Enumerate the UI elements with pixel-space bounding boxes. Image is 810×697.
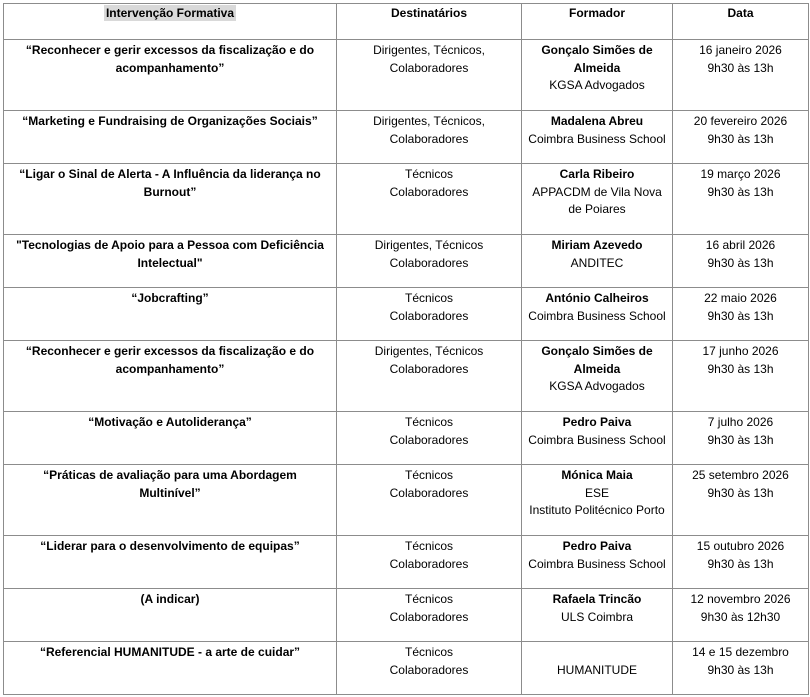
recipients: Dirigentes, Técnicos Colaboradores — [337, 235, 522, 288]
recipients: Técnicos Colaboradores — [337, 465, 522, 536]
course-title: "Tecnologias de Apoio para a Pessoa com Deficiência Intelectual" — [4, 235, 337, 288]
recipients: Técnicos Colaboradores — [337, 164, 522, 235]
table-row — [4, 40, 809, 111]
trainer: Madalena Abreu Coimbra Business School — [522, 111, 673, 164]
table-row — [4, 111, 809, 164]
trainer: Gonçalo Simões de Almeida KGSA Advogados — [522, 341, 673, 412]
course-title: “Liderar para o desenvolvimento de equipas” — [4, 536, 337, 589]
header-intervencao: Intervenção Formativa — [4, 4, 337, 40]
course-title: “Reconhecer e gerir excessos da fiscalização e do acompanhamento” — [4, 341, 337, 412]
session-date: 22 maio 2026 9h30 às 13h — [673, 288, 809, 341]
table-row — [4, 465, 809, 536]
trainer: Miriam Azevedo ANDITEC — [522, 235, 673, 288]
session-date: 19 março 2026 9h30 às 13h — [673, 164, 809, 235]
table-row — [4, 164, 809, 235]
session-date: 25 setembro 2026 9h30 às 13h — [673, 465, 809, 536]
table-row — [4, 235, 809, 288]
recipients: Técnicos Colaboradores — [337, 536, 522, 589]
table-row — [4, 642, 809, 695]
session-date: 12 novembro 2026 9h30 às 12h30 — [673, 589, 809, 642]
session-date: 15 outubro 2026 9h30 às 13h — [673, 536, 809, 589]
session-date: 20 fevereiro 2026 9h30 às 13h — [673, 111, 809, 164]
course-title: “Práticas de avaliação para uma Abordagem Multinível” — [4, 465, 337, 536]
trainer: Mónica Maia ESE Instituto Politécnico Porto — [522, 465, 673, 536]
session-date: 7 julho 2026 9h30 às 13h — [673, 412, 809, 465]
header-destinatarios: Destinatários — [337, 4, 522, 40]
course-title: “Motivação e Autoliderança” — [4, 412, 337, 465]
course-title: (A indicar) — [4, 589, 337, 642]
trainer: Pedro Paiva Coimbra Business School — [522, 412, 673, 465]
training-schedule-table — [3, 3, 809, 695]
table-row — [4, 589, 809, 642]
table-row — [4, 341, 809, 412]
session-date: 14 e 15 dezembro 9h30 às 13h — [673, 642, 809, 695]
table-row — [4, 412, 809, 465]
header-formador: Formador — [522, 4, 673, 40]
table-header-row — [4, 4, 809, 40]
recipients: Técnicos Colaboradores — [337, 589, 522, 642]
trainer: Pedro Paiva Coimbra Business School — [522, 536, 673, 589]
session-date: 17 junho 2026 9h30 às 13h — [673, 341, 809, 412]
table-row — [4, 288, 809, 341]
trainer: Carla Ribeiro APPACDM de Vila Nova de Poiares — [522, 164, 673, 235]
recipients: Técnicos Colaboradores — [337, 412, 522, 465]
trainer: HUMANITUDE — [522, 642, 673, 695]
trainer: Gonçalo Simões de Almeida KGSA Advogados — [522, 40, 673, 111]
table-row — [4, 536, 809, 589]
course-title: “Referencial HUMANITUDE - a arte de cuidar” — [4, 642, 337, 695]
recipients: Técnicos Colaboradores — [337, 288, 522, 341]
recipients: Dirigentes, Técnicos Colaboradores — [337, 341, 522, 412]
trainer: Rafaela Trincão ULS Coimbra — [522, 589, 673, 642]
header-data: Data — [673, 4, 809, 40]
course-title: “Jobcrafting” — [4, 288, 337, 341]
recipients: Dirigentes, Técnicos, Colaboradores — [337, 40, 522, 111]
session-date: 16 abril 2026 9h30 às 13h — [673, 235, 809, 288]
course-title: “Ligar o Sinal de Alerta - A Influência da liderança no Burnout” — [4, 164, 337, 235]
course-title: “Reconhecer e gerir excessos da fiscalização e do acompanhamento” — [4, 40, 337, 111]
trainer: António Calheiros Coimbra Business School — [522, 288, 673, 341]
course-title: “Marketing e Fundraising de Organizações Sociais” — [4, 111, 337, 164]
session-date: 16 janeiro 2026 9h30 às 13h — [673, 40, 809, 111]
recipients: Técnicos Colaboradores — [337, 642, 522, 695]
recipients: Dirigentes, Técnicos, Colaboradores — [337, 111, 522, 164]
